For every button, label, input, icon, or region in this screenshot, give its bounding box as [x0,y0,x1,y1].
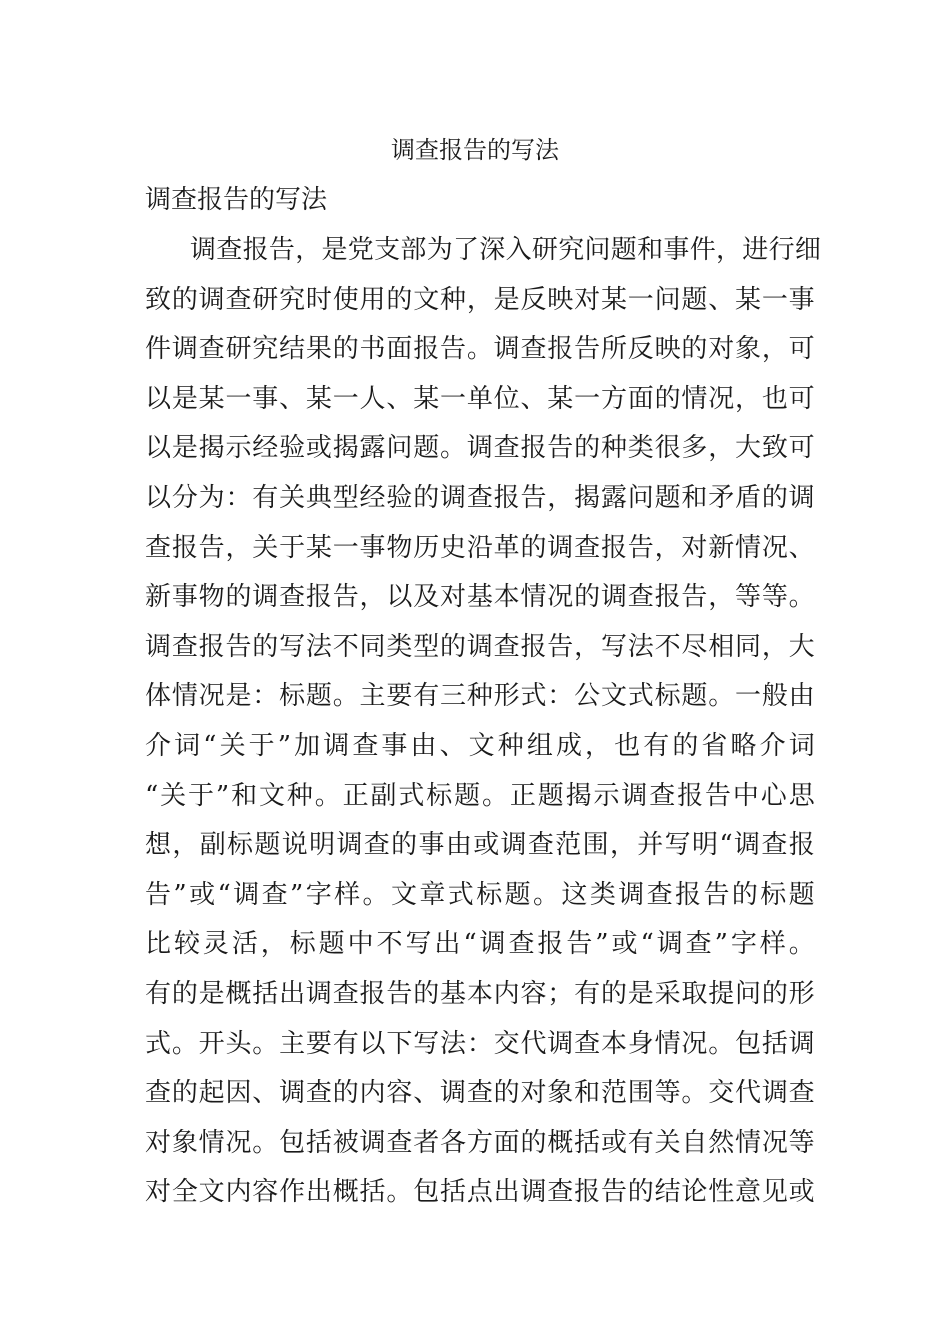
body-line: 以分为：有关典型经验的调查报告，揭露问题和矛盾的调 [145,482,815,513]
body-line: 以是揭示经验或揭露问题。调查报告的种类很多，大致可 [145,433,815,464]
body-line: 调查报告的写法不同类型的调查报告，写法不尽相同，大 [145,631,815,662]
document-title: 调查报告的写法 [391,136,559,164]
body-line: 致的调查研究时使用的文种，是反映对某一问题、某一事 [145,284,815,315]
body-line: 告”或“调查”字样。文章式标题。这类调查报告的标题 [145,879,815,910]
body-line: 查报告，关于某一事物历史沿革的调查报告，对新情况、 [145,532,815,563]
body-line: 新事物的调查报告，以及对基本情况的调查报告，等等。 [145,582,815,613]
body-line: 以是某一事、某一人、某一单位、某一方面的情况，也可 [145,383,815,414]
body-line: 体情况是：标题。主要有三种形式：公文式标题。一般由 [145,681,815,712]
body-line: 件调查研究结果的书面报告。调查报告所反映的对象，可 [145,334,815,365]
body-line: 有的是概括出调查报告的基本内容；有的是采取提问的形 [145,978,815,1009]
body-line: 对全文内容作出概括。包括点出调查报告的结论性意见或 [145,1177,815,1208]
body-line: 式。开头。主要有以下写法：交代调查本身情况。包括调 [145,1028,815,1059]
body-line: “关于”和文种。正副式标题。正题揭示调查报告中心思 [145,780,815,811]
body-line: 调查报告，是党支部为了深入研究问题和事件，进行细 [190,235,822,265]
body-line: 比较灵活，标题中不写出“调查报告”或“调查”字样。 [145,929,815,960]
body-line: 对象情况。包括被调查者各方面的概括或有关自然情况等 [145,1127,815,1158]
body-line: 介词“关于”加调查事由、文种组成，也有的省略介词 [145,730,815,761]
document-body [145,229,822,1221]
body-line: 想，副标题说明调查的事由或调查范围，并写明“调查报 [145,830,815,861]
body-line: 查的起因、调查的内容、调查的对象和范围等。交代调查 [145,1078,815,1109]
document-subtitle: 调查报告的写法 [145,185,328,215]
